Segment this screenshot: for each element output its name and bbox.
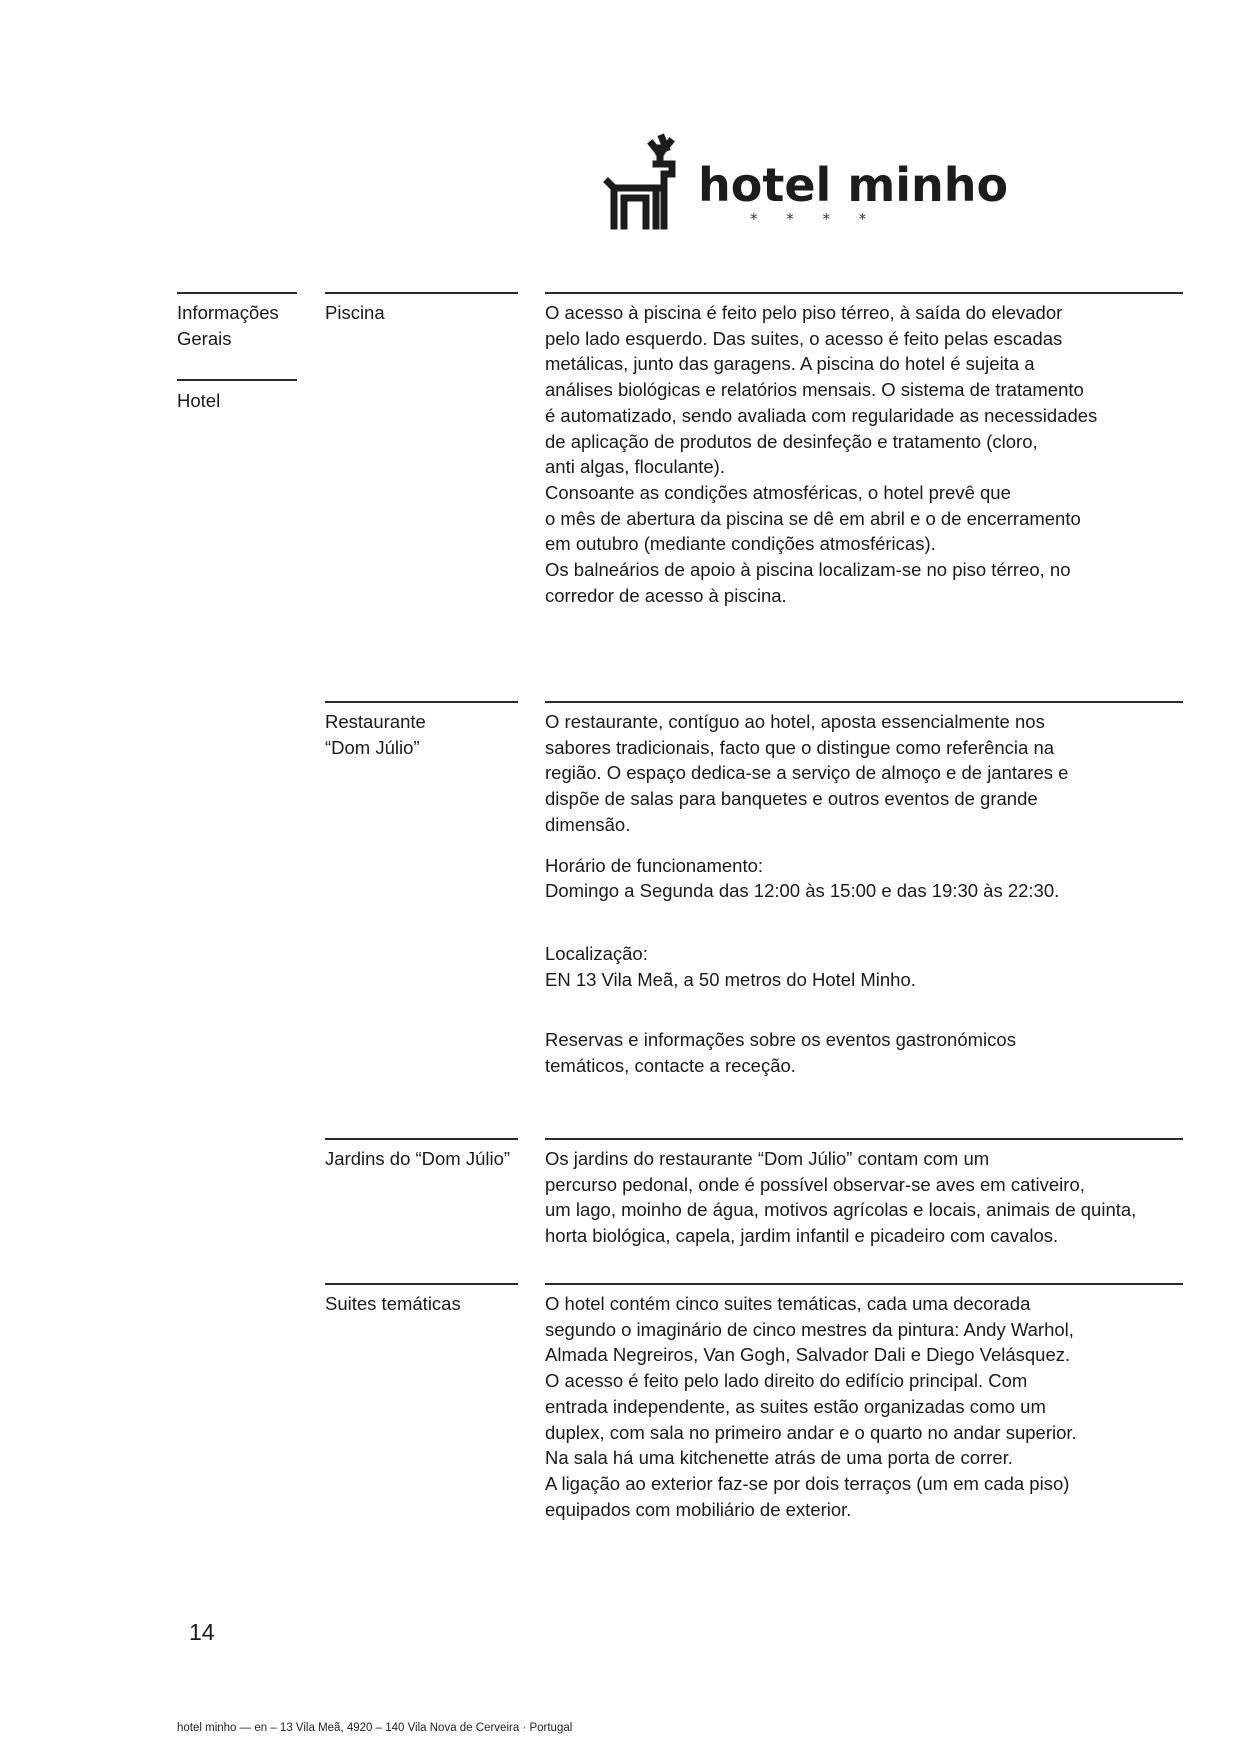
section-title: Restaurante “Dom Júlio” [325,711,426,758]
divider [325,1138,518,1140]
section-body [545,1146,1136,1249]
divider [325,1283,518,1285]
hotel-logo [600,130,1009,240]
deer-icon [600,130,696,230]
star-rating: * * * * [750,210,879,228]
paragraph-reservations: Reservas e informações sobre os eventos gastronómicos temáticos, contacte a receção. [545,1029,1016,1077]
divider [545,701,1183,703]
divider [545,1138,1183,1140]
paragraph: Os jardins do restaurante “Dom Júlio” contam com um percurso pedonal, onde é possível observar-se aves em cativeiro, um lago, moinho de água, motivos agrícolas e locais, animais de quinta, horta biológica, capela, jardim infantil e picadeiro com cavalos. [545,1148,1137,1247]
section-body [545,300,1097,608]
section-title: Jardins do “Dom Júlio” [325,1148,511,1169]
paragraph-location: Localização: EN 13 Vila Meã, a 50 metros do Hotel Minho. [545,942,916,990]
section-body [545,1291,1077,1522]
page-number: 14 [189,1619,215,1645]
section-title: Suites temáticas [325,1293,461,1314]
divider [325,292,518,294]
footer-address: hotel minho — en – 13 Vila Meã, 4920 – 140 Vila Nova de Cerveira · Portugal [177,1722,573,1734]
sidebar-subcategory: Hotel [177,390,221,411]
logo-wordmark: hotel minho [698,158,1009,212]
divider [177,292,297,294]
paragraph: O acesso à piscina é feito pelo piso térreo, à saída do elevador pelo lado esquerdo. Das suites, o acesso é feito pelas escadas metálicas, junto das garagens. A piscina do hotel é sujeita a análises biológicas e relatórios mensais. O sistema de tratamento é automatizado, sendo avaliada com regularidade as necessidades de aplicação de produtos de desinfeção e tratamento (cloro, anti algas, floculante). Consoante as condições atmosféricas, o hotel prevê que o mês de abertura da piscina se dê em abril e o de encerramento em outubro (mediante condições atmosféricas). Os balneários de apoio à piscina localizam-se no piso térreo, no corredor de acesso à piscina. [545,302,1098,606]
sidebar-category: Informações Gerais [177,302,279,349]
section-body [545,709,1068,1079]
divider [545,292,1183,294]
paragraph: O hotel contém cinco suites temáticas, cada uma decorada segundo o imaginário de cinco mestres da pintura: Andy Warhol, Almada Negreiros, Van Gogh, Salvador Dali e Diego Velásquez. O acesso é feito pelo lado direito do edifício principal. Com entrada independente, as suites estão organizadas como um duplex, com sala no primeiro andar e o quarto no andar superior. Na sala há uma kitchenette atrás de uma porta de correr. A ligação ao exterior faz-se por dois terraços (um em cada piso) equipados com mobiliário de exterior. [545,1293,1077,1520]
paragraph: O restaurante, contíguo ao hotel, aposta essencialmente nos sabores tradicionais, facto que o distingue como referência na região. O espaço dedica-se a serviço de almoço e de jantares e dispõe de salas para banquetes e outros eventos de grande dimensão. [545,711,1069,835]
section-title: Piscina [325,302,385,323]
divider [177,379,297,381]
divider [325,701,518,703]
divider [545,1283,1183,1285]
paragraph-hours: Horário de funcionamento: Domingo a Segunda das 12:00 às 15:00 e das 19:30 às 22:30. [545,854,1060,902]
